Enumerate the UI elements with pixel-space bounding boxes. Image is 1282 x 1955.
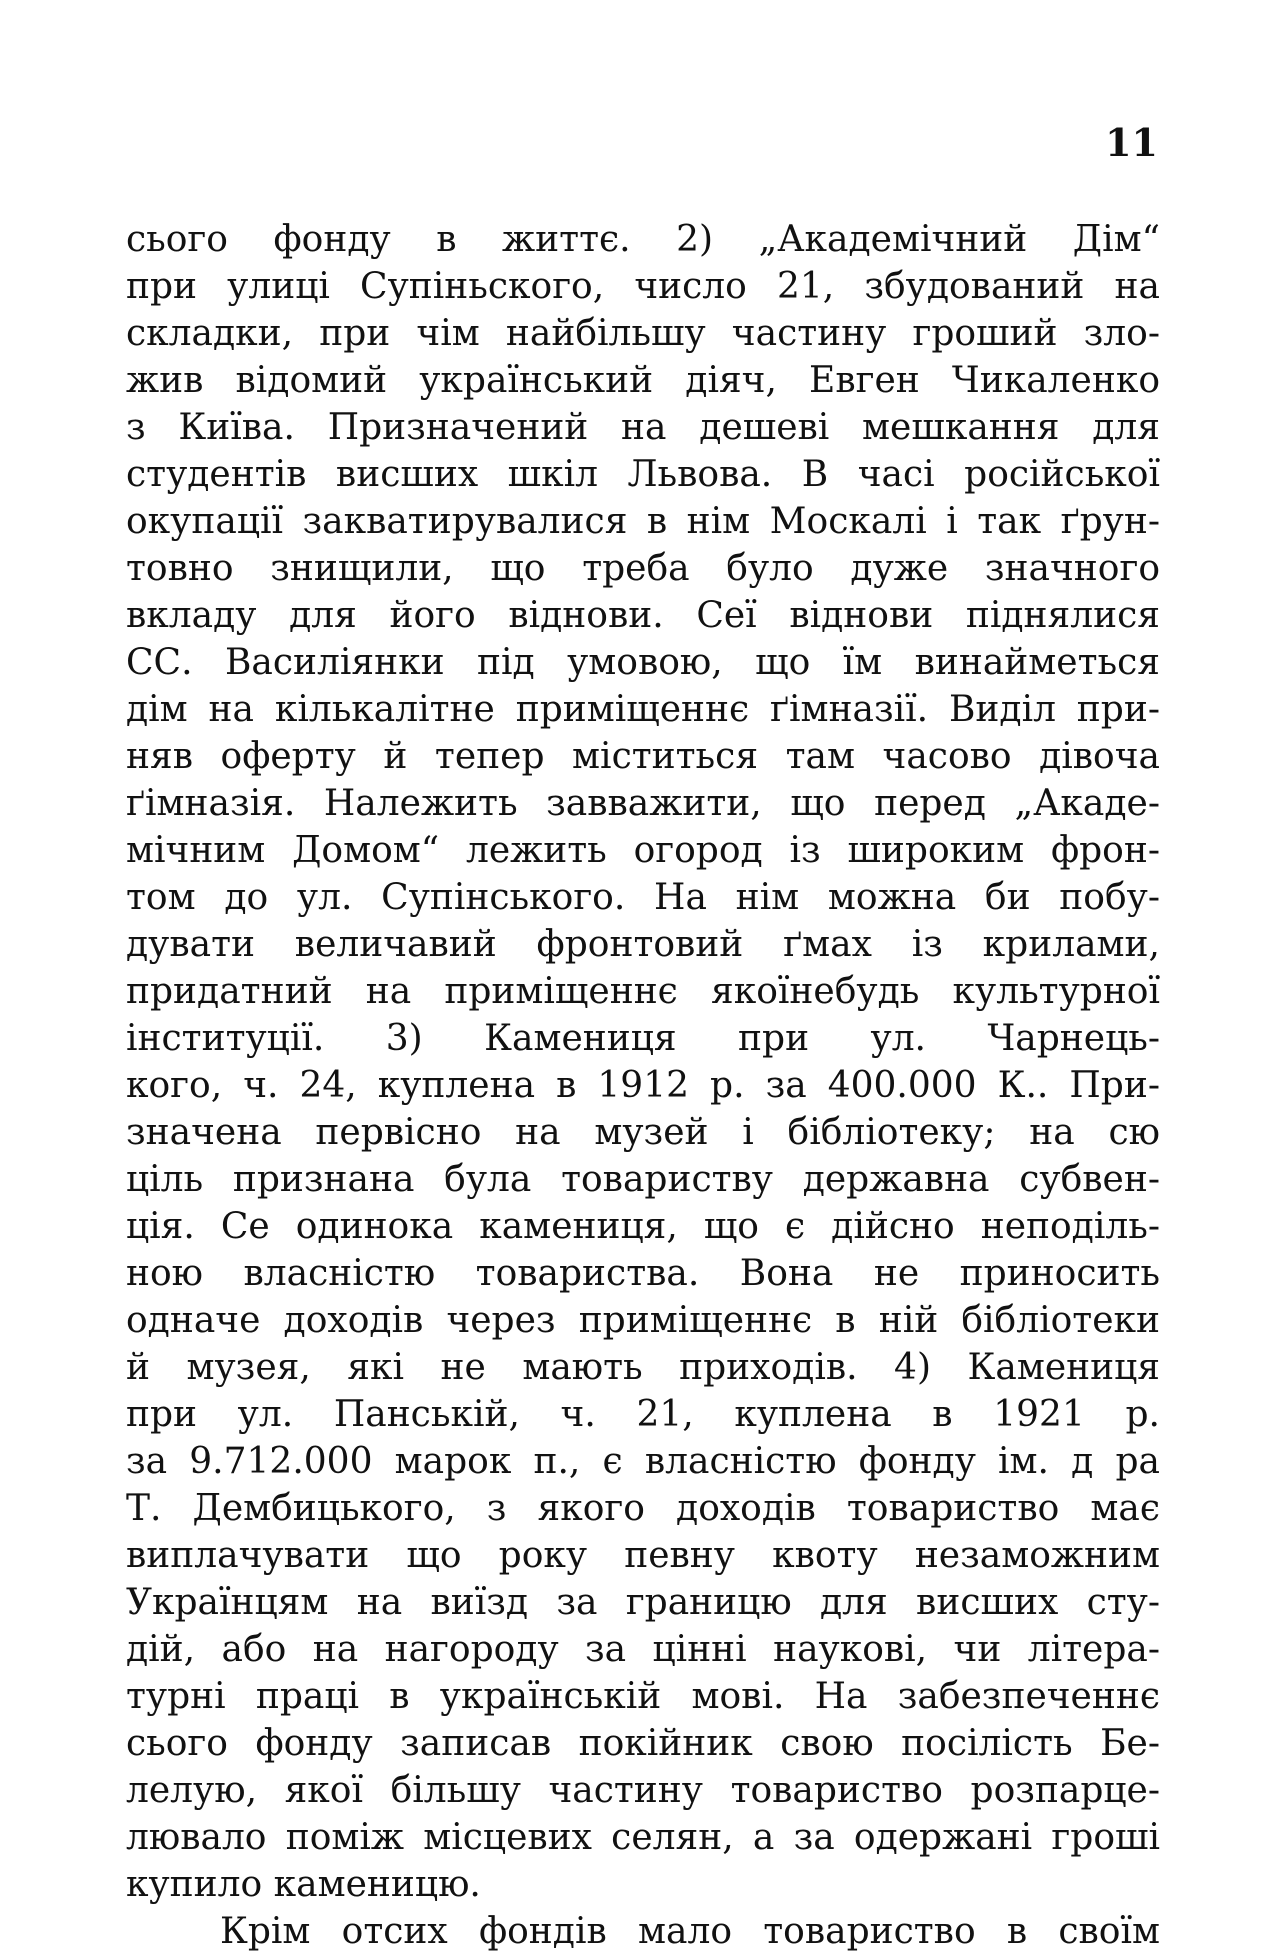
text-line: СС. Василіянки під умовою, що їм винайметься — [126, 642, 1160, 683]
text-line: жив відомий український діяч, Евген Чикаленко — [126, 360, 1160, 401]
text-line: при ул. Панській, ч. 21, куплена в 1921 р. — [126, 1394, 1160, 1435]
text-line: значена первісно на музей і бібліотеку; на сю — [126, 1112, 1160, 1153]
text-line: турні праці в українській мові. На забезпеченнє — [126, 1676, 1160, 1717]
text-line: й музея, які не мають приходів. 4) Камениця — [126, 1347, 1160, 1388]
text-line: том до ул. Супінського. На нім можна би побу- — [126, 877, 1160, 918]
text-line: дій, або на нагороду за цінні наукові, чи літера- — [126, 1629, 1160, 1670]
text-line: лювало поміж місцевих селян, а за одержані гроші — [126, 1817, 1160, 1858]
text-line: лелую, якої більшу частину товариство розпарце- — [126, 1770, 1160, 1811]
text-line: дувати величавий фронтовий ґмах із крилами, — [126, 924, 1160, 965]
text-line: сього фонду записав покійник свою посілість Бе- — [126, 1723, 1160, 1764]
text-line: з Київа. Призначений на дешеві мешкання для — [126, 407, 1160, 448]
text-line: виплачувати що року певну квоту незаможним — [126, 1535, 1160, 1576]
text-line: Українцям на виїзд за границю для висших сту- — [126, 1582, 1160, 1623]
text-line: студентів висших шкіл Львова. В часі російської — [126, 454, 1160, 495]
text-line: Т. Дембицького, з якого доходів товариство має — [126, 1488, 1160, 1529]
text-line: інституції. 3) Камениця при ул. Чарнець- — [126, 1018, 1160, 1059]
text-line: ція. Се одинока камениця, що є дійсно неподіль- — [126, 1206, 1160, 1247]
text-line: сього фонду в життє. 2) „Академічний Дім“ — [126, 219, 1160, 260]
text-line: за 9.712.000 марок п., є власністю фонду ім. д ра — [126, 1441, 1160, 1482]
text-line: ґімназія. Належить завважити, що перед „Акаде- — [126, 783, 1160, 824]
page-number: 11 — [1105, 120, 1158, 165]
text-line: окупації закватирувалися в нім Москалі і так ґрун- — [126, 501, 1160, 542]
text-line: дім на кількалітне приміщеннє ґімназії. Виділ при- — [126, 689, 1160, 730]
text-line: складки, при чім найбільшу частину гроший зло- — [126, 313, 1160, 354]
text-line: вкладу для його віднови. Сеї віднови піднялися — [126, 595, 1160, 636]
text-line: кого, ч. 24, куплена в 1912 р. за 400.000 К.. При- — [126, 1065, 1160, 1106]
text-line: придатний на приміщеннє якоїнебудь культурної — [126, 971, 1160, 1012]
text-line: при улиці Супіньского, число 21, збудований на — [126, 266, 1160, 307]
paragraph-end-line: купило каменицю. — [126, 1864, 481, 1905]
text-line: ціль признана була товариству державна субвен- — [126, 1159, 1160, 1200]
paragraph-start-line: Крім отсих фондів мало товариство в своїм — [220, 1911, 1160, 1952]
body-text — [126, 216, 1160, 1955]
text-line: одначе доходів через приміщеннє в ній бібліотеки — [126, 1300, 1160, 1341]
text-line: ною власністю товариства. Вона не приносить — [126, 1253, 1160, 1294]
text-line: няв оферту й тепер міститься там часово дівоча — [126, 736, 1160, 777]
text-line: мічним Домом“ лежить огород із широким фрон- — [126, 830, 1160, 871]
text-line: товно знищили, що треба було дуже значного — [126, 548, 1160, 589]
